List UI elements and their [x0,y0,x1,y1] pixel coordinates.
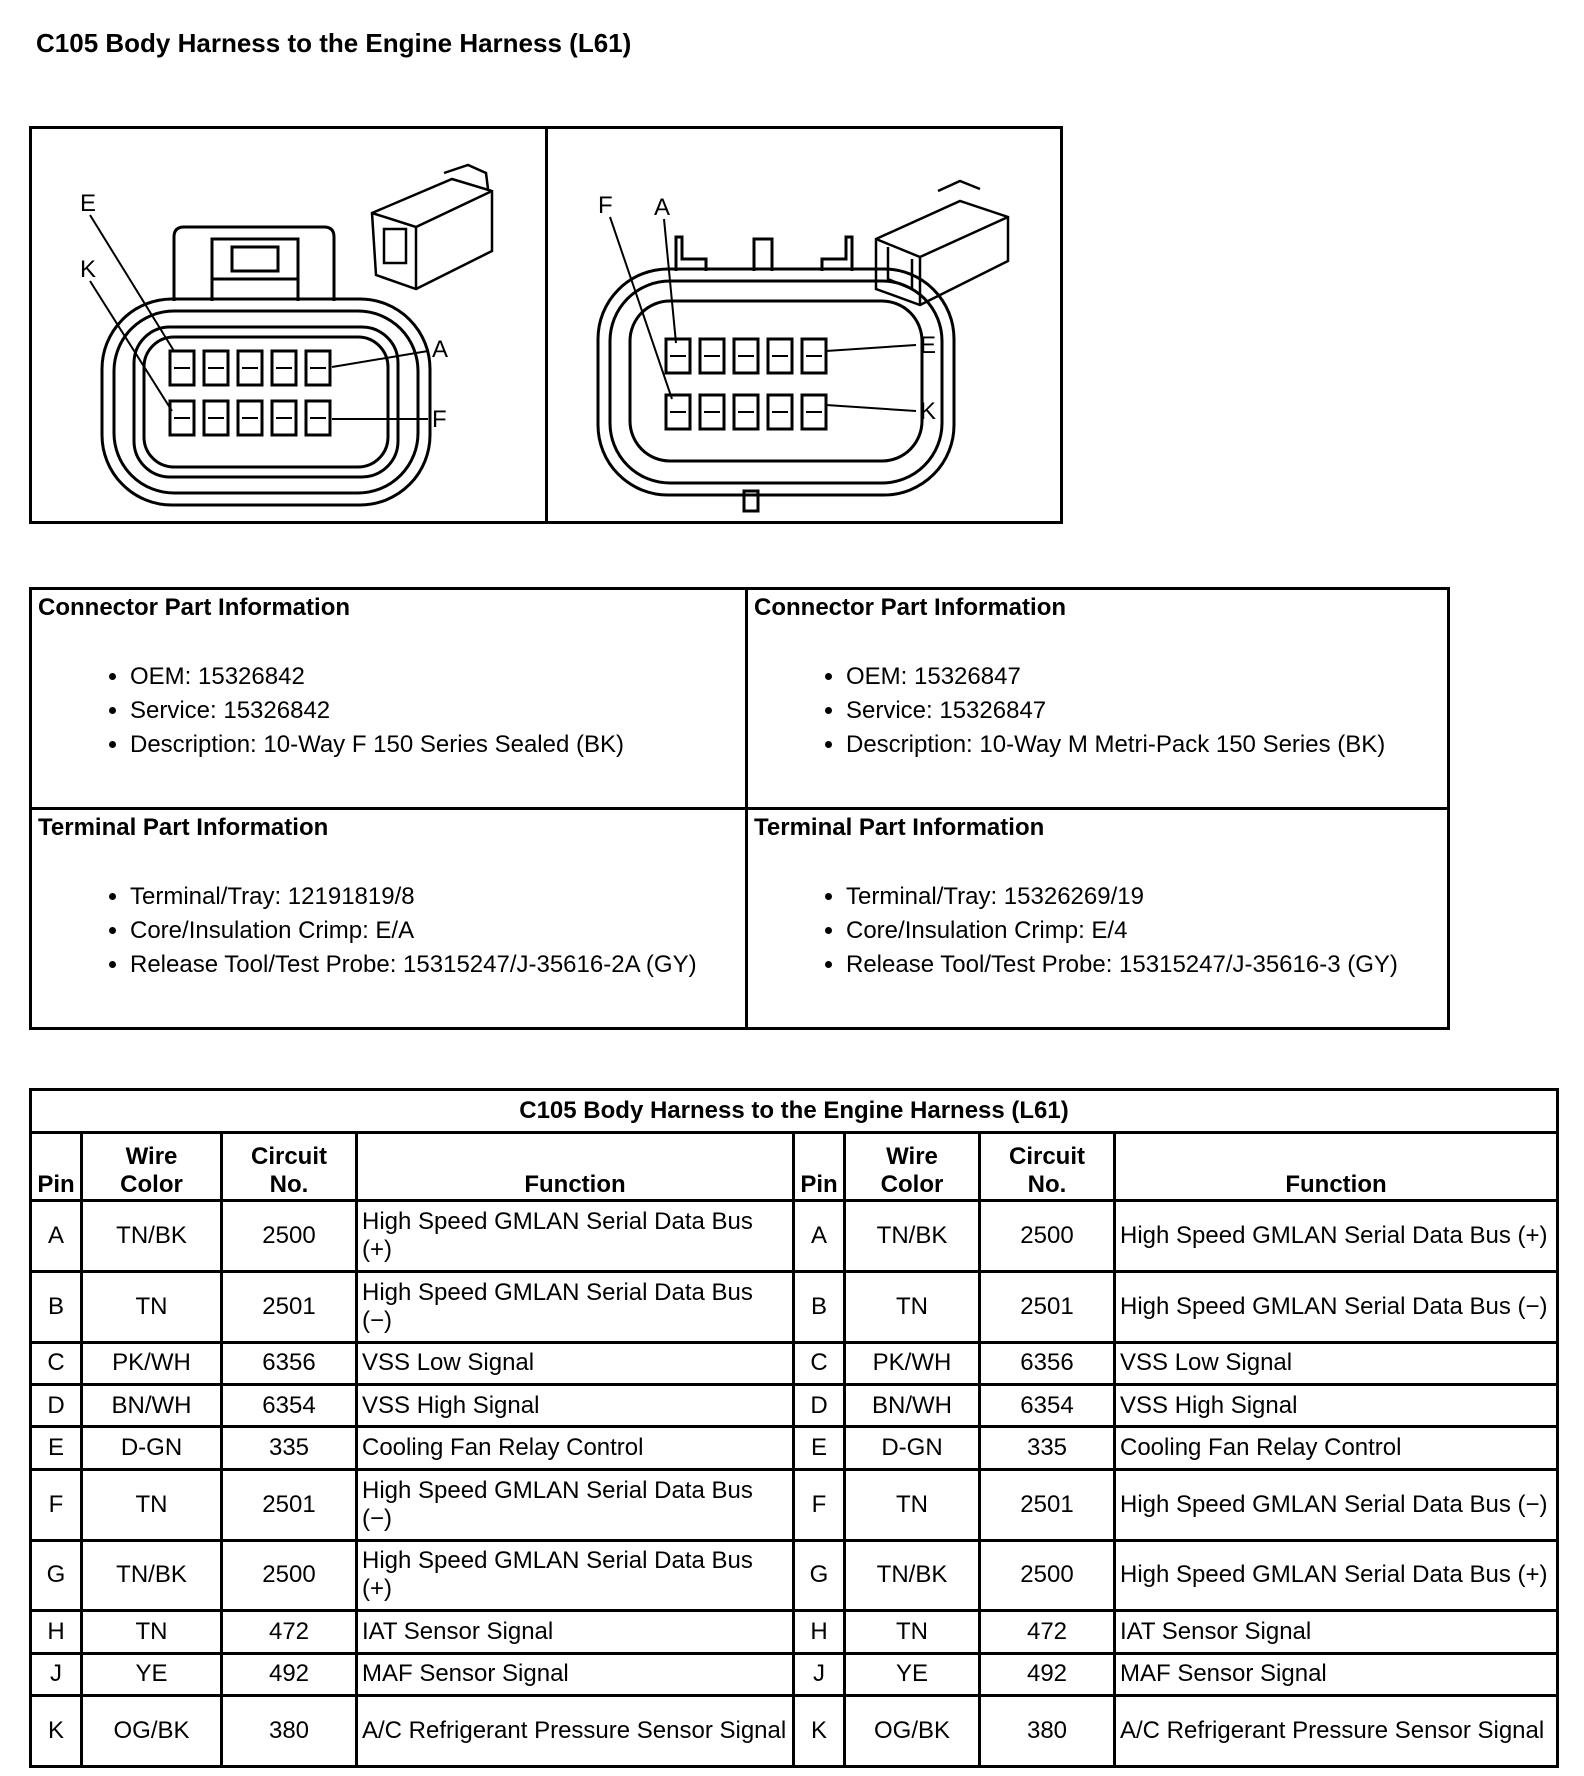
terminal-release-tool: • Release Tool/Test Probe: 15315247/J-35616-3 (GY) [846,948,1441,982]
pin-label-k: K [919,398,936,425]
function-cell: VSS Low Signal [357,1342,794,1384]
circuit-cell: 492 [222,1653,357,1695]
table-row [31,1696,1558,1767]
function-cell: MAF Sensor Signal [357,1653,794,1695]
wire-color-header: Wire Color [82,1133,222,1201]
wire-color-cell: BN/WH [845,1384,980,1426]
wire-color-cell: TN/BK [845,1201,980,1272]
wire-color-cell: OG/BK [845,1696,980,1767]
pin-cell: F [31,1469,82,1540]
table-row [31,1540,1558,1611]
page-title: C105 Body Harness to the Engine Harness (L61) [36,28,632,58]
function-cell: A/C Refrigerant Pressure Sensor Signal [357,1696,794,1767]
function-cell: Cooling Fan Relay Control [357,1427,794,1469]
pin-label-f: F [597,192,613,219]
pin-label-k: K [80,256,97,283]
pin-cell: H [794,1611,845,1653]
connector-service: • Service: 15326842 [130,694,739,728]
function-cell: IAT Sensor Signal [1115,1611,1558,1653]
connector-description: • Description: 10-Way F 150 Series Sealed (BK) [130,728,739,762]
function-cell: VSS Low Signal [1115,1342,1558,1384]
wire-color-cell: OG/BK [82,1696,222,1767]
female-connector-drawing [32,129,546,521]
function-cell: High Speed GMLAN Serial Data Bus (−) [357,1469,794,1540]
table-row [31,1384,1558,1426]
circuit-cell: 6356 [980,1342,1115,1384]
function-cell: A/C Refrigerant Pressure Sensor Signal [1115,1696,1558,1767]
terminal-info-right [747,809,1449,1029]
pin-cell: H [31,1611,82,1653]
pin-cell: K [31,1696,82,1767]
circuit-header: Circuit No. [980,1133,1115,1201]
terminal-tray: • Terminal/Tray: 15326269/19 [846,880,1441,914]
function-cell: High Speed GMLAN Serial Data Bus (+) [1115,1201,1558,1272]
function-cell: IAT Sensor Signal [357,1611,794,1653]
pin-cell: J [31,1653,82,1695]
pin-cell: C [794,1342,845,1384]
wire-color-cell: TN [845,1469,980,1540]
function-cell: High Speed GMLAN Serial Data Bus (+) [357,1540,794,1611]
function-cell: VSS High Signal [1115,1384,1558,1426]
pin-cell: A [31,1201,82,1272]
circuit-cell: 2501 [980,1271,1115,1342]
function-cell: High Speed GMLAN Serial Data Bus (−) [357,1271,794,1342]
pin-cell: E [794,1427,845,1469]
function-cell: High Speed GMLAN Serial Data Bus (+) [1115,1540,1558,1611]
pin-header: Pin [31,1133,82,1201]
connector-description: • Description: 10-Way M Metri-Pack 150 Series (BK) [846,728,1441,762]
function-cell: High Speed GMLAN Serial Data Bus (−) [1115,1271,1558,1342]
circuit-cell: 2501 [222,1271,357,1342]
wire-color-cell: YE [82,1653,222,1695]
wire-color-cell: PK/WH [845,1342,980,1384]
part-info-table [29,587,1450,1030]
wire-color-cell: TN/BK [845,1540,980,1611]
circuit-cell: 6354 [222,1384,357,1426]
function-cell: High Speed GMLAN Serial Data Bus (+) [357,1201,794,1272]
wire-color-cell: TN [82,1469,222,1540]
circuit-cell: 380 [222,1696,357,1767]
circuit-cell: 6356 [222,1342,357,1384]
function-header: Function [1115,1133,1558,1201]
circuit-cell: 2500 [222,1540,357,1611]
pin-cell: J [794,1653,845,1695]
pin-cell: C [31,1342,82,1384]
pin-label-a: A [432,336,449,363]
table-row [31,1201,1558,1272]
pin-cell: D [794,1384,845,1426]
connector-info-right [747,589,1449,809]
terminal-crimp: • Core/Insulation Crimp: E/4 [846,914,1441,948]
wire-color-cell: TN [845,1271,980,1342]
pin-cell: G [794,1540,845,1611]
wire-color-cell: TN [845,1611,980,1653]
table-row [31,1271,1558,1342]
male-connector-drawing [548,129,1062,521]
pin-label-f: F [432,406,447,433]
wire-color-cell: YE [845,1653,980,1695]
circuit-cell: 335 [980,1427,1115,1469]
pin-cell: A [794,1201,845,1272]
connector-info-header: Connector Part Information [754,594,1067,621]
connector-figures [29,126,1063,524]
pin-label-a: A [653,194,670,221]
pin-cell: E [31,1427,82,1469]
circuit-cell: 335 [222,1427,357,1469]
terminal-crimp: • Core/Insulation Crimp: E/A [130,914,739,948]
connector-oem: • OEM: 15326842 [130,660,739,694]
pinout-title: C105 Body Harness to the Engine Harness (L61) [31,1090,1558,1133]
terminal-info-header: Terminal Part Information [38,814,329,841]
function-cell: High Speed GMLAN Serial Data Bus (−) [1115,1469,1558,1540]
pin-label-e: E [919,332,936,359]
circuit-cell: 472 [222,1611,357,1653]
pinout-table [29,1088,1559,1768]
connector-oem: • OEM: 15326847 [846,660,1441,694]
circuit-cell: 472 [980,1611,1115,1653]
wire-color-cell: D-GN [82,1427,222,1469]
wire-color-cell: BN/WH [82,1384,222,1426]
pin-label-e: E [80,190,97,217]
circuit-cell: 2500 [222,1201,357,1272]
pin-header: Pin [794,1133,845,1201]
circuit-cell: 2501 [222,1469,357,1540]
connector-info-header: Connector Part Information [38,594,351,621]
wire-color-cell: TN [82,1611,222,1653]
function-cell: Cooling Fan Relay Control [1115,1427,1558,1469]
terminal-info-left [31,809,747,1029]
table-row [31,1342,1558,1384]
table-row [31,1653,1558,1695]
function-cell: MAF Sensor Signal [1115,1653,1558,1695]
function-header: Function [357,1133,794,1201]
female-connector-figure [32,129,545,521]
connector-service: • Service: 15326847 [846,694,1441,728]
circuit-cell: 2500 [980,1540,1115,1611]
circuit-cell: 380 [980,1696,1115,1767]
pin-cell: B [31,1271,82,1342]
circuit-cell: 492 [980,1653,1115,1695]
terminal-tray: • Terminal/Tray: 12191819/8 [130,880,739,914]
circuit-header: Circuit No. [222,1133,357,1201]
table-row [31,1611,1558,1653]
pin-cell: F [794,1469,845,1540]
wire-color-cell: TN [82,1271,222,1342]
male-connector-figure [545,129,1061,521]
wire-color-cell: TN/BK [82,1540,222,1611]
pin-cell: D [31,1384,82,1426]
wire-color-cell: TN/BK [82,1201,222,1272]
pin-cell: G [31,1540,82,1611]
pin-cell: B [794,1271,845,1342]
terminal-info-header: Terminal Part Information [754,814,1045,841]
wire-color-cell: PK/WH [82,1342,222,1384]
terminal-release-tool: • Release Tool/Test Probe: 15315247/J-35616-2A (GY) [130,948,739,982]
table-row [31,1427,1558,1469]
connector-info-left [31,589,747,809]
circuit-cell: 6354 [980,1384,1115,1426]
function-cell: VSS High Signal [357,1384,794,1426]
circuit-cell: 2501 [980,1469,1115,1540]
circuit-cell: 2500 [980,1201,1115,1272]
pin-cell: K [794,1696,845,1767]
wire-color-header: Wire Color [845,1133,980,1201]
wire-color-cell: D-GN [845,1427,980,1469]
table-row [31,1469,1558,1540]
